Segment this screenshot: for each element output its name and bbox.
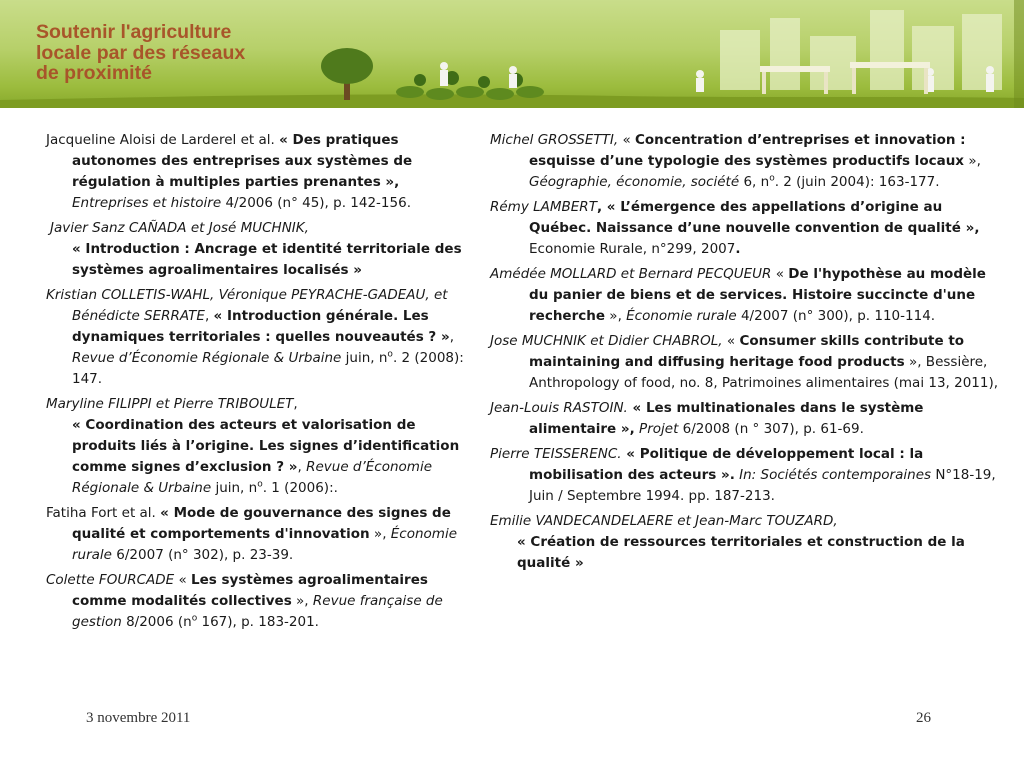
reference-item: Colette FOURCADE « Les systèmes agroalimentaires comme modalités collectives », Revue française de gestion 8/2006 ($n^o$ 167), p. 183-201.	[46, 572, 443, 630]
reference-item: Jose MUCHNIK et Didier CHABROL, « Consumer skills contribute to maintaining and diffusing heritage food products », Bessière, Anthropology of food, no. 8, Patrimoines alimentaires (mai 13, 2011),	[490, 333, 999, 391]
reference-item: Fatiha Fort et al. « Mode de gouvernance des signes de qualité et comportements d'innovation », Économie rurale 6/2007 (n° 302), p. 23-39.	[46, 505, 458, 563]
footer-page-number: 26	[916, 710, 931, 726]
reference-item: Jean-Louis RASTOIN. « Les multinationales dans le système alimentaire », Projet 6/2008 (n ° 307), p. 61-69.	[490, 400, 924, 437]
reference-item: Michel GROSSETTI, « Concentration d’entreprises et innovation : esquisse d’une typologie des systèmes productifs locaux », Géographie, économie, société 6, $n^o$. 2 (juin 2004): 163-177.	[490, 132, 981, 190]
reference-item: Pierre TEISSERENC. « Politique de développement local : la mobilisation des acteurs ». In: Sociétés contemporaines N°18-19, Juin / Septembre 1994. pp. 187-213.	[490, 446, 996, 504]
reference-item: Rémy LAMBERT, « L’émergence des appellations d’origine au Québec. Naissance d’une nouvelle convention de qualité », Economie Rurale, n°299, 2007.	[490, 199, 980, 257]
header-banner	[0, 0, 1024, 108]
reference-item: Jacqueline Aloisi de Larderel et al. « Des pratiques autonomes des entreprises aux systèmes de régulation à multiples parties prenantes », Entreprises et histoire 4/2006 (n° 45), p. 142-156.	[46, 132, 413, 211]
banner-title: Soutenir l'agriculture locale par des réseaux de proximité	[36, 21, 246, 84]
footer-date: 3 novembre 2011	[86, 710, 191, 726]
reference-item: Kristian COLLETIS-WAHL, Véronique PEYRACHE-GADEAU, et Bénédicte SERRATE, « Introduction générale. Les dynamiques territoriales : quelles nouveautés ? », Revue d’Économie Régionale & Urbaine juin, $n^o$. 2 (2008): 147.	[46, 287, 464, 387]
reference-item: Amédée MOLLARD et Bernard PECQUEUR « De l'hypothèse au modèle du panier de biens et de services. Histoire succincte d'une recherche », Économie rurale 4/2007 (n° 300), p. 110-114.	[490, 266, 986, 324]
reference-item: Maryline FILIPPI et Pierre TRIBOULET, « Coordination des acteurs et valorisation de produits liés à l’origine. Les signes d’identification comme signes d’exclusion ? », Revue d’Économie Régionale & Urbaine juin, $n^o$. 1 (2006):.	[46, 396, 460, 496]
references-left-column	[46, 130, 478, 637]
references-right-column	[490, 130, 1000, 578]
reference-item: Emilie VANDECANDELAERE et Jean-Marc TOUZARD, « Création de ressources territoriales et construction de la qualité »	[490, 513, 965, 571]
reference-item: Javier Sanz CAÑADA et José MUCHNIK, « Introduction : Ancrage et identité territoriale des systèmes agroalimentaires localisés »	[50, 220, 462, 278]
